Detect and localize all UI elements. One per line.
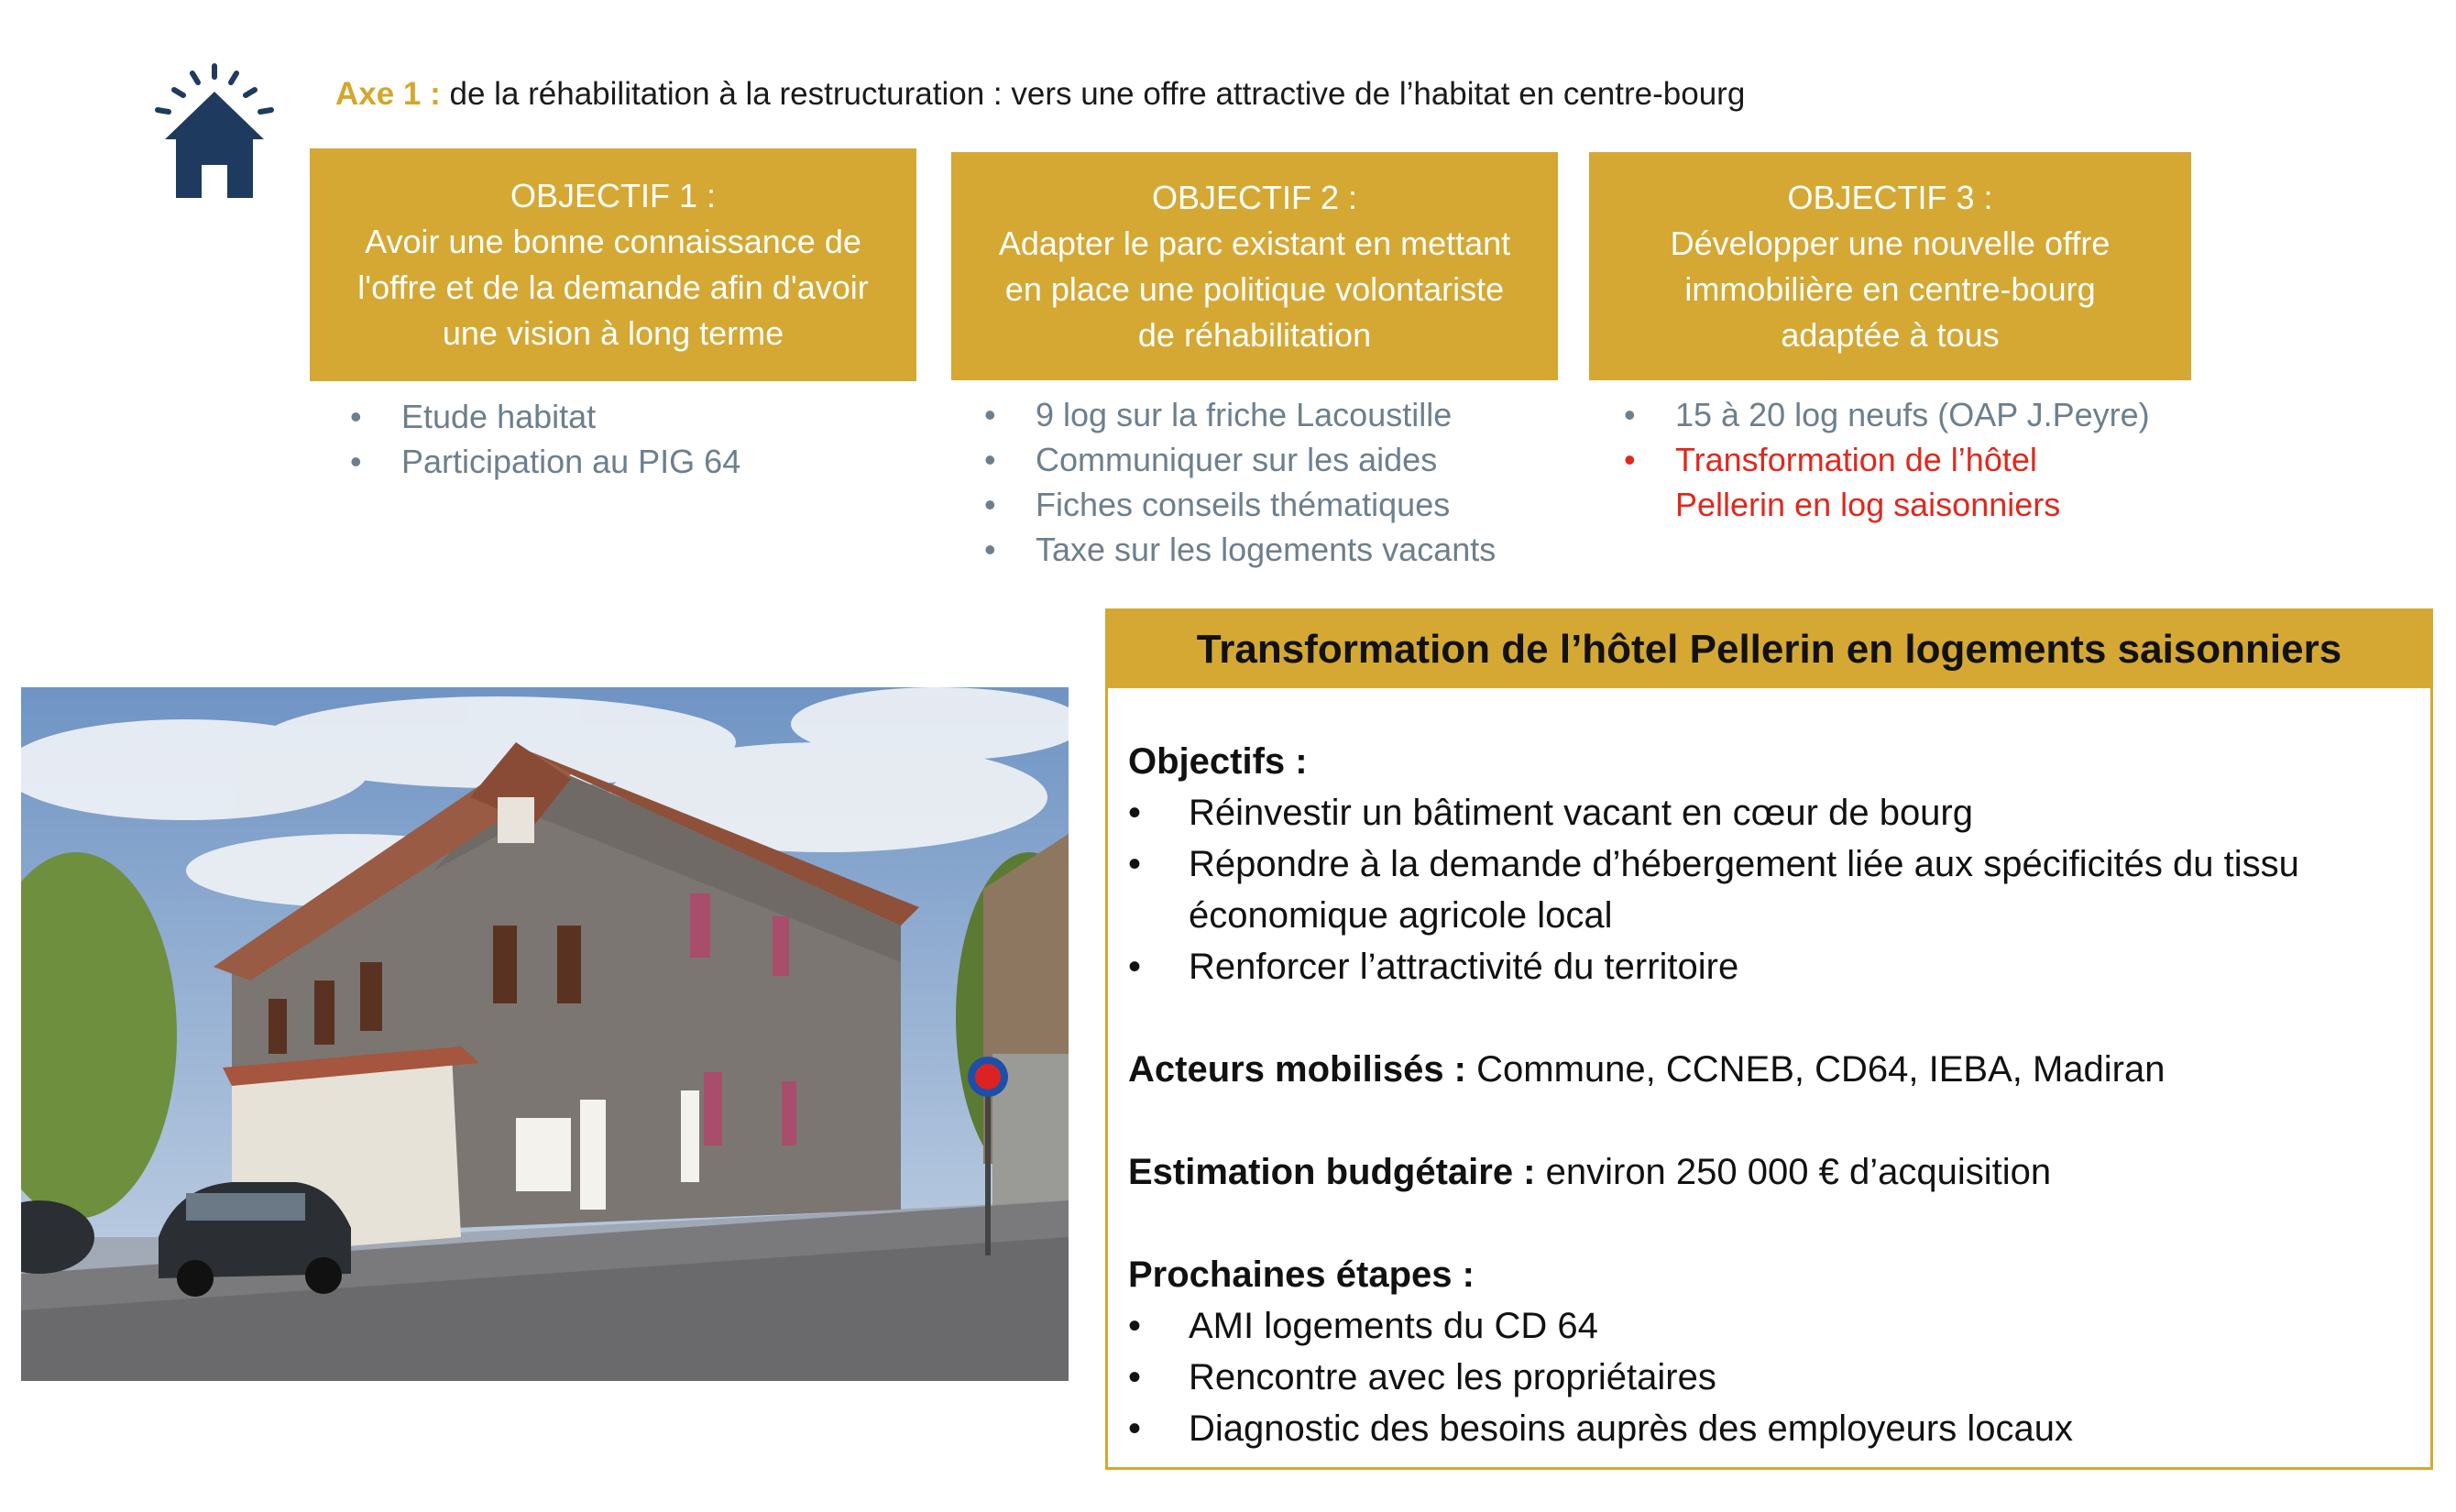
objective-line: Adapter le parc existant en mettant xyxy=(998,224,1511,262)
bullet-glyph: • xyxy=(1128,1306,1142,1346)
list-item-text: Renforcer l’attractivité du territoire xyxy=(1189,947,1739,987)
list-item-text: Etude habitat xyxy=(401,398,597,435)
objective-line: immobilière en centre-bourg xyxy=(1684,269,2096,308)
objective-line: en place une politique volontariste xyxy=(1004,269,1505,308)
axe-title xyxy=(335,76,1745,113)
budget-label: Estimation budgétaire : xyxy=(1128,1152,1536,1192)
bullet-glyph: • xyxy=(350,398,362,435)
list-item xyxy=(1128,787,2412,838)
objective-title: OBJECTIF 1 : xyxy=(510,177,717,214)
list-item xyxy=(975,527,1562,572)
list-item-text: 9 log sur la friche Lacoustille xyxy=(1036,396,1453,433)
list-item-text: Diagnostic des besoins auprès des employeurs locaux xyxy=(1189,1408,2073,1449)
acteurs-value: Commune, CCNEB, CD64, IEBA, Madiran xyxy=(1466,1049,2165,1090)
list-item-text: Transformation de l’hôtel xyxy=(1675,441,2037,478)
bullet-glyph: • xyxy=(984,531,996,568)
objectifs-label: Objectifs : xyxy=(1128,741,1308,782)
objective-1-box xyxy=(310,148,916,381)
objective-line: l'offre et de la demande afin d'avoir xyxy=(357,268,869,306)
bullet-glyph: • xyxy=(1128,1408,1142,1449)
project-panel xyxy=(1105,608,2433,1470)
objective-1-actions xyxy=(341,394,891,484)
list-item xyxy=(1615,437,2183,482)
objective-line: une vision à long terme xyxy=(442,314,784,352)
bullet-glyph: • xyxy=(1128,1357,1142,1397)
bullet-glyph: • xyxy=(1624,441,1636,478)
etapes-list xyxy=(1128,1300,2412,1454)
objective-line: adaptée à tous xyxy=(1781,315,2000,354)
list-item-text: économique agricole local xyxy=(1189,895,1613,936)
list-item xyxy=(1615,392,2183,437)
bullet-glyph: • xyxy=(1128,793,1142,833)
objective-title: OBJECTIF 3 : xyxy=(1787,178,1993,216)
objective-line: Avoir une bonne connaissance de xyxy=(365,223,861,260)
bullet-glyph: • xyxy=(1128,844,1142,884)
hotel-photo xyxy=(21,687,1069,1381)
list-item xyxy=(341,394,891,439)
budget-line xyxy=(1128,1146,2412,1198)
panel-title: Transformation de l’hôtel Pellerin en logements saisonniers xyxy=(1108,611,2430,688)
list-item xyxy=(341,439,891,484)
list-item-continuation xyxy=(1615,482,2183,527)
list-item-text: 15 à 20 log neufs (OAP J.Peyre) xyxy=(1675,396,2150,433)
bullet-glyph: • xyxy=(984,441,996,478)
objective-title: OBJECTIF 2 : xyxy=(1151,178,1358,216)
list-item-text: Participation au PIG 64 xyxy=(401,443,741,480)
budget-value: environ 250 000 € d’acquisition xyxy=(1535,1152,2052,1192)
list-item xyxy=(975,482,1562,527)
objective-2-actions xyxy=(975,392,1562,572)
list-item-text: Communiquer sur les aides xyxy=(1036,441,1438,478)
bullet-glyph: • xyxy=(1624,396,1636,433)
list-item-text: AMI logements du CD 64 xyxy=(1189,1306,1598,1346)
list-item-continuation xyxy=(1128,890,2412,941)
list-item xyxy=(1128,838,2412,890)
etapes-label: Prochaines étapes : xyxy=(1128,1255,1475,1295)
list-item-text: Taxe sur les logements vacants xyxy=(1036,531,1497,568)
list-item xyxy=(975,437,1562,482)
objective-2-box xyxy=(951,152,1558,380)
objective-line: Développer une nouvelle offre xyxy=(1670,224,2111,262)
bullet-glyph: • xyxy=(984,486,996,523)
list-item-text: Réinvestir un bâtiment vacant en cœur de bourg xyxy=(1189,793,1973,833)
objective-3-box xyxy=(1589,152,2191,380)
objective-line: de réhabilitation xyxy=(1137,315,1372,354)
acteurs-label: Acteurs mobilisés : xyxy=(1128,1049,1467,1090)
panel-body xyxy=(1128,736,2412,1454)
list-item-text: Rencontre avec les propriétaires xyxy=(1189,1357,1716,1397)
house-icon xyxy=(154,62,275,202)
bullet-glyph: • xyxy=(350,443,362,480)
list-item xyxy=(1128,1403,2412,1454)
list-item xyxy=(1128,1300,2412,1352)
list-item-text: Répondre à la demande d’hébergement liée aux spécificités du tissu xyxy=(1189,844,2299,884)
objective-3-actions xyxy=(1615,392,2183,527)
acteurs-line xyxy=(1128,1044,2412,1095)
list-item xyxy=(1128,1352,2412,1403)
list-item-text: Pellerin en log saisonniers xyxy=(1675,486,2061,523)
bullet-glyph: • xyxy=(984,396,996,433)
list-item-text: Fiches conseils thématiques xyxy=(1036,486,1451,523)
list-item xyxy=(1128,941,2412,992)
list-item xyxy=(975,392,1562,437)
bullet-glyph: • xyxy=(1128,947,1142,987)
objectifs-list xyxy=(1128,787,2412,992)
axe-text: de la réhabilitation à la restructuration : vers une offre attractive de l’habitat en centre-bourg xyxy=(449,76,1746,112)
axe-prefix: Axe 1 : xyxy=(335,76,441,112)
